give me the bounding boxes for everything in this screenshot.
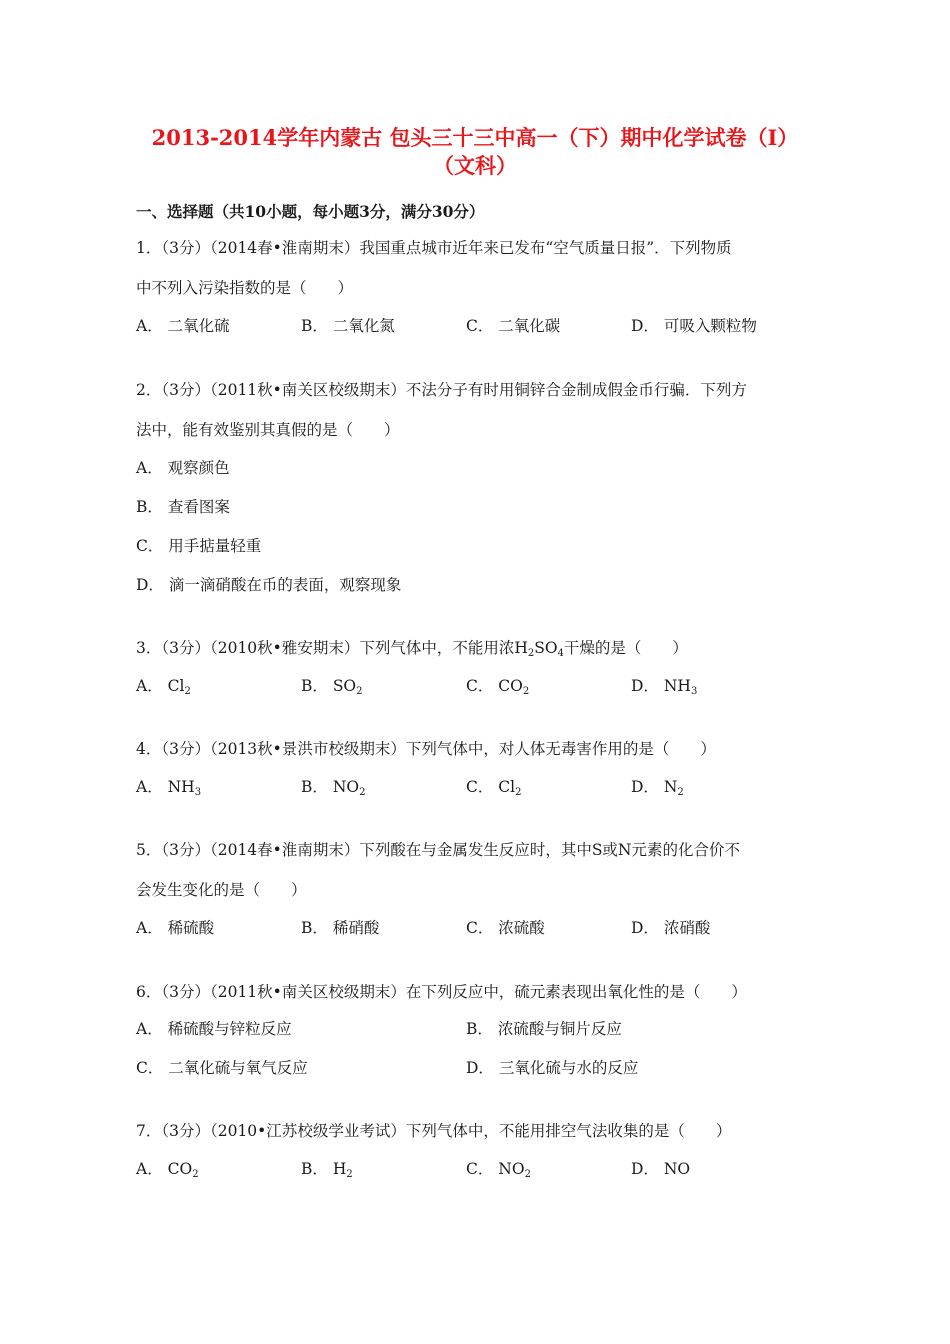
q4-option-b: B． $NO_2$ [301, 778, 366, 798]
q5-option-b: B． 稀硝酸 [301, 919, 380, 937]
q3-option-a: A． $Cl_2$ [136, 677, 191, 697]
q5-option-c: C． 浓硫酸 [466, 919, 545, 937]
q5-option-d: D． 浓硝酸 [631, 919, 711, 937]
q1-option-b: B． 二氧化氮 [301, 317, 395, 335]
q3-sub-4: 4 [557, 648, 564, 659]
q4-option-d: D． $N_2$ [631, 778, 684, 798]
q3-option-b: B． $SO_2$ [301, 677, 363, 697]
q7-stem: 7．（3分）（2010•江苏校级学业考试）下列气体中，不能用排空气法收集的是（ ） [136, 1122, 732, 1140]
q1-stem-line2: 中不列入污染指数的是（ ） [136, 279, 354, 297]
q2-stem-line2: 法中，能有效鉴别其真假的是（ ） [136, 421, 400, 439]
q1-option-a: A． 二氧化硫 [136, 317, 230, 335]
q2-option-c: C． 用手掂量轻重 [136, 537, 262, 555]
q7-option-b: B． $H_2$ [301, 1160, 353, 1180]
exam-title-line1: 2013-2014学年内蒙古 包头三十三中高一（下）期中化学试卷（Ⅰ） [151, 125, 799, 150]
q4-option-a: A． $NH_3$ [136, 778, 202, 798]
q6-option-c: C． 二氧化硫与氧气反应 [136, 1059, 308, 1077]
q1-stem-line1: 1．（3分）（2014春•淮南期末）我国重点城市近年来已发布“空气质量日报”．下列物质 [136, 239, 732, 257]
q7-option-d: D． NO [631, 1160, 691, 1178]
q3-option-c: C． $CO_2$ [466, 677, 530, 697]
q4-option-c: C． $Cl_2$ [466, 778, 522, 798]
q3-stem-pre: 3．（3分）（2010秋•雅安期末）下列气体中，不能用浓H [136, 639, 528, 657]
exam-title-line2: （文科） [433, 153, 517, 178]
q2-option-b: B． 查看图案 [136, 498, 230, 516]
q1-option-c: C． 二氧化碳 [466, 317, 561, 335]
q2-option-a: A． 观察颜色 [136, 459, 230, 477]
q6-option-b: B． 浓硫酸与铜片反应 [466, 1020, 622, 1038]
q6-option-a: A． 稀硫酸与锌粒反应 [136, 1020, 292, 1038]
q1-option-d: D． 可吸入颗粒物 [631, 317, 757, 335]
q3-option-d: D． $NH_3$ [631, 677, 698, 697]
q4-stem: 4．（3分）（2013秋•景洪市校级期末）下列气体中，对人体无毒害作用的是（ ） [136, 740, 716, 758]
q5-stem-line1: 5．（3分）（2014春•淮南期末）下列酸在与金属发生反应时，其中S或N元素的化合价不 [136, 841, 740, 859]
q2-option-d: D． 滴一滴硝酸在币的表面，观察现象 [136, 576, 402, 594]
q7-option-c: C． $NO_2$ [466, 1160, 531, 1180]
q3-stem-mid: SO [534, 639, 558, 657]
q7-option-a: A． $CO_2$ [136, 1160, 199, 1180]
q3-stem [136, 638, 688, 658]
q6-option-d: D． 三氧化硫与水的反应 [466, 1059, 639, 1077]
q6-stem: 6．（3分）（2011秋•南关区校级期末）在下列反应中，硫元素表现出氧化性的是（ ） [136, 983, 747, 1001]
q5-stem-line2: 会发生变化的是（ ） [136, 881, 307, 899]
q2-stem-line1: 2．（3分）（2011秋•南关区校级期末）不法分子有时用铜锌合金制成假金币行骗．下列方 [136, 381, 747, 399]
q3-stem-post: 干燥的是（ ） [563, 639, 688, 657]
section-heading: 一、选择题（共10小题，每小题3分，满分30分） [136, 202, 485, 221]
q5-option-a: A． 稀硫酸 [136, 919, 215, 937]
q3-sub-2: 2 [527, 648, 535, 659]
